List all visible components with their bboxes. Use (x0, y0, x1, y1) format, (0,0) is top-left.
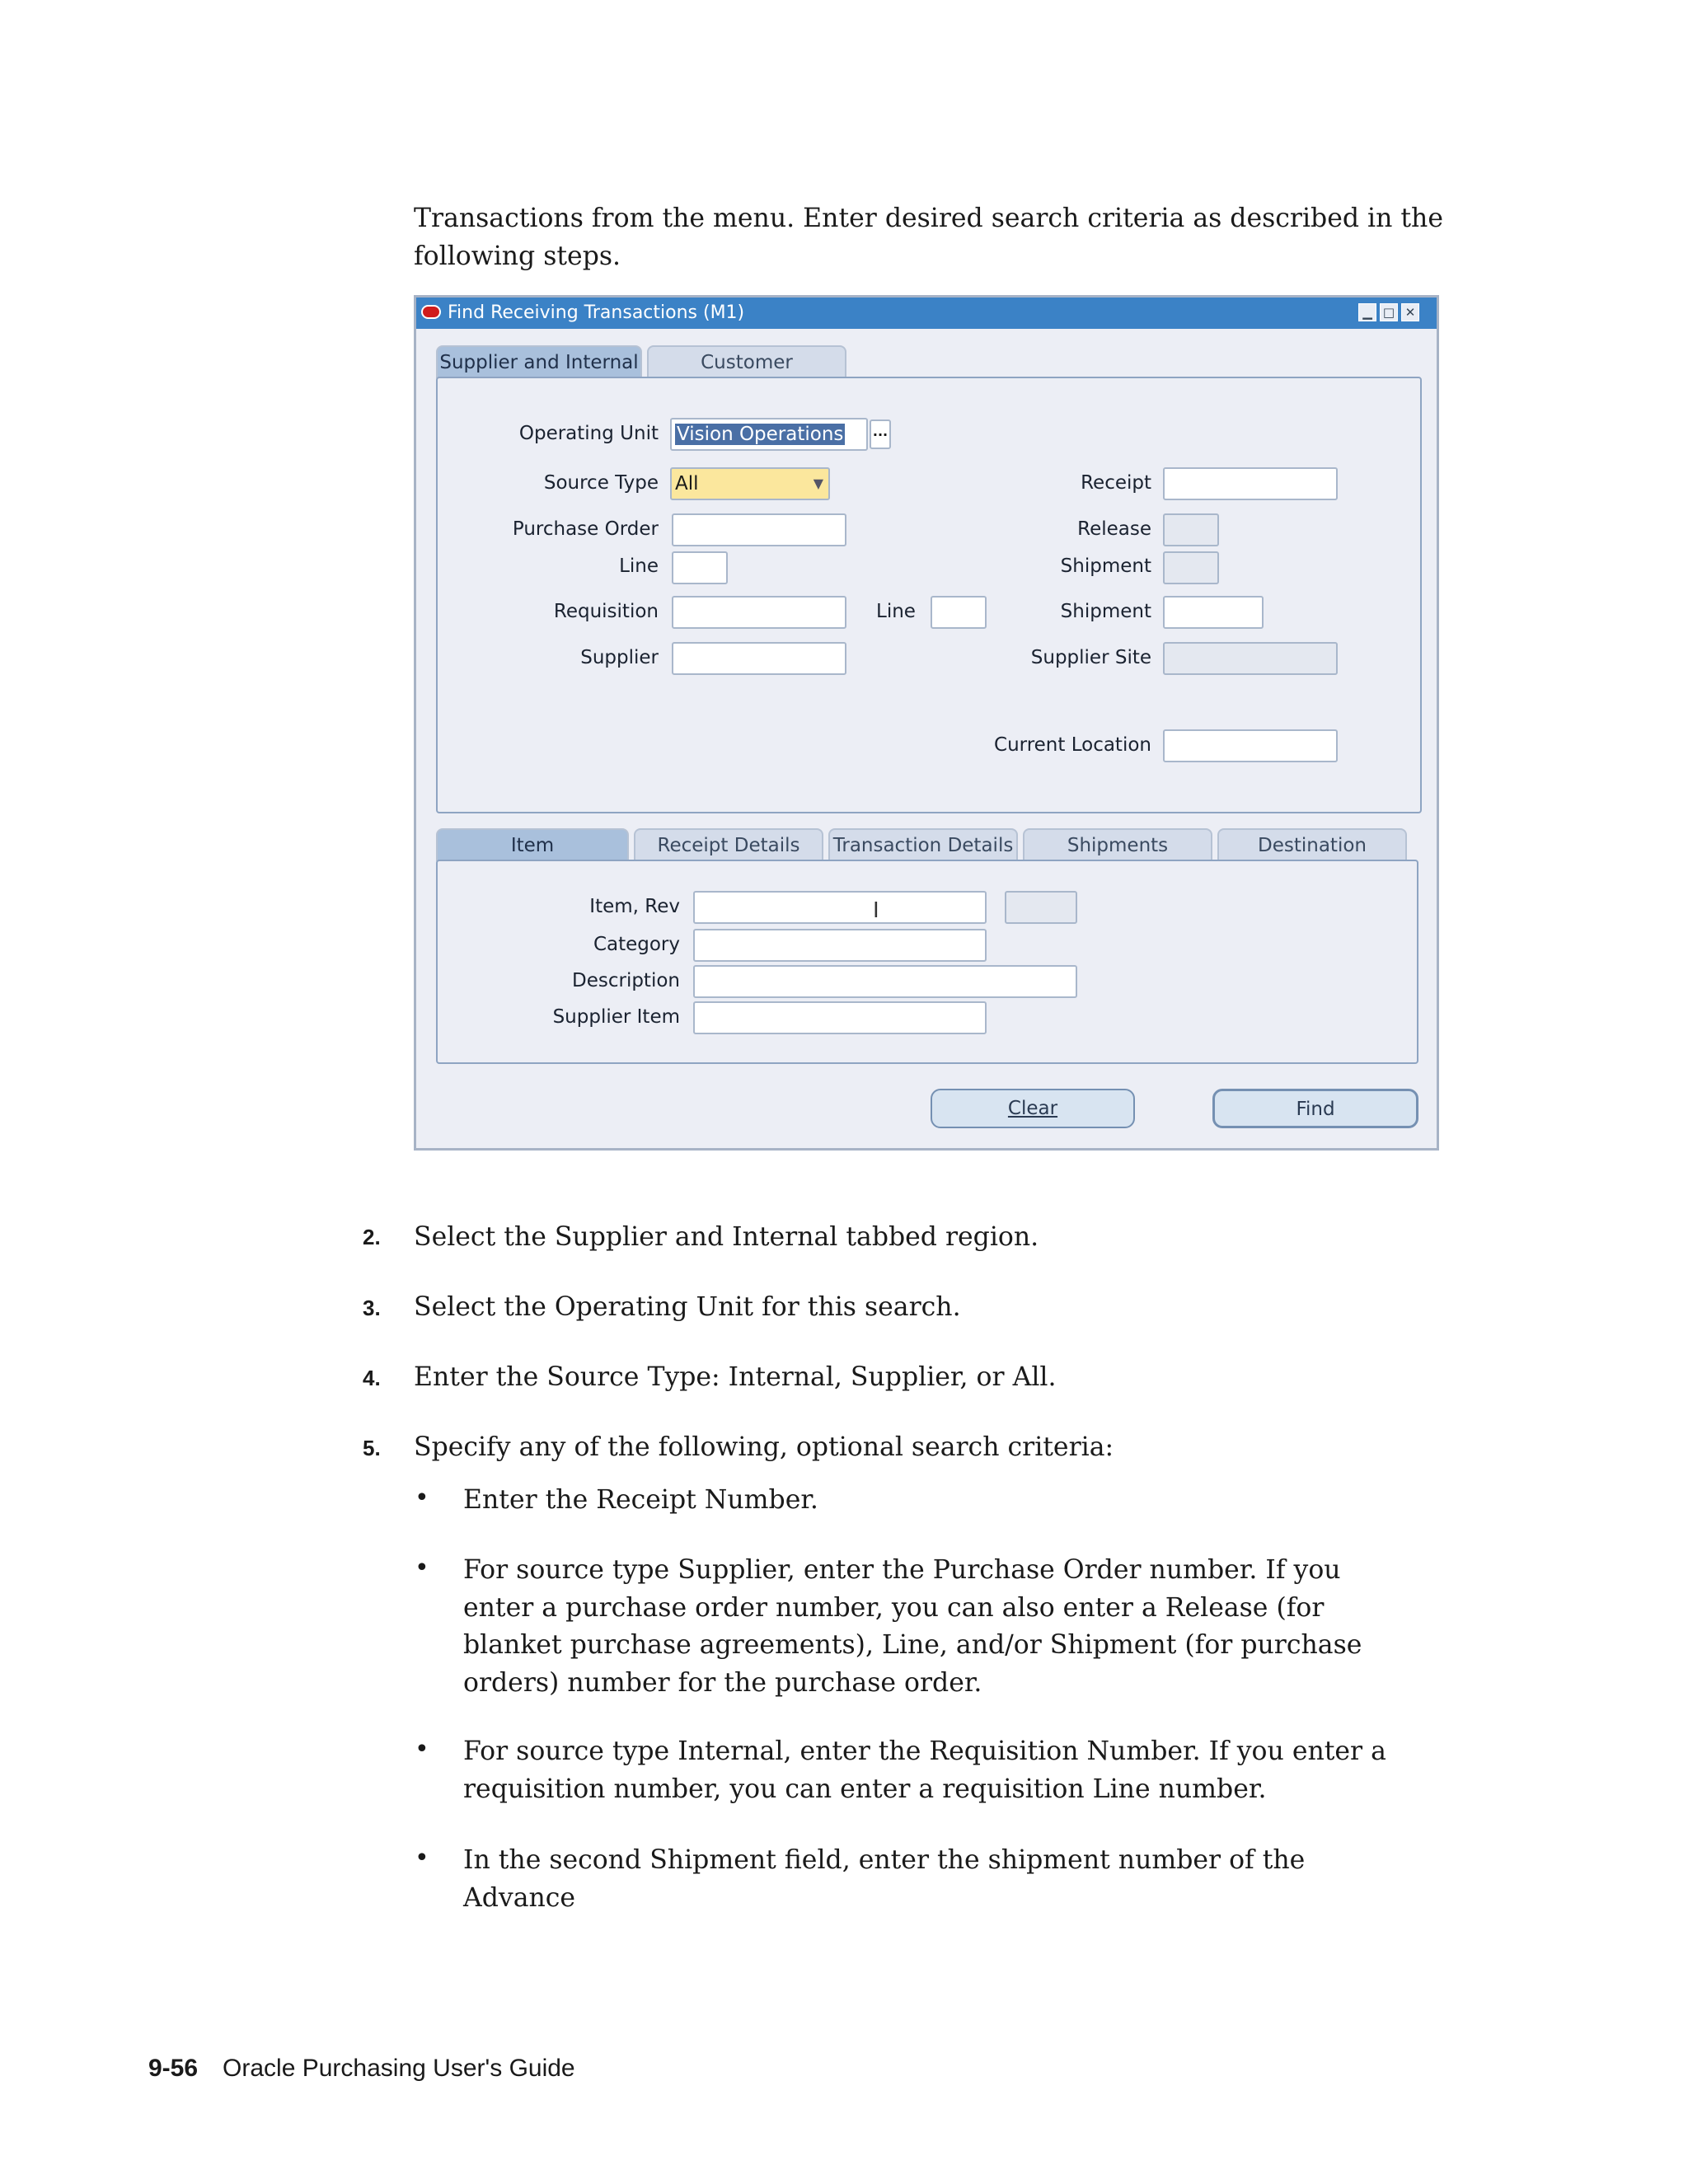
step-3-number: 3. (363, 1296, 381, 1320)
tab-transaction-details[interactable]: Transaction Details (828, 828, 1018, 861)
tab-destination[interactable]: Destination (1217, 828, 1407, 861)
supplier-item-field[interactable] (693, 1001, 987, 1034)
category-field[interactable] (693, 929, 987, 962)
revision-field[interactable] (1005, 891, 1077, 924)
requisition-line-field[interactable] (931, 596, 987, 629)
oracle-logo-icon (421, 305, 441, 319)
line-label: Line (619, 555, 659, 577)
step-2-number: 2. (363, 1225, 381, 1249)
source-type-value: All (675, 473, 699, 494)
text-cursor-icon: I (873, 898, 879, 923)
supplier-site-label: Supplier Site (1030, 647, 1151, 668)
description-field[interactable] (693, 965, 1077, 998)
requisition-label: Requisition (553, 601, 659, 622)
requisition-line-label: Line (876, 601, 916, 622)
tab-item[interactable]: Item (436, 828, 629, 861)
step-5-text: Specify any of the following, optional search criteria: (414, 1432, 1114, 1462)
shipment-field[interactable] (1163, 551, 1219, 584)
operating-unit-value: Vision Operations (677, 424, 844, 445)
bullet-requisition: For source type Internal, enter the Requisition Number. If you enter a requisition number, you can enter a requisition Line number. (463, 1736, 1386, 1804)
bullet-purchase-order: For source type Supplier, enter the Purchase Order number. If you enter a purchase order number, you can also enter a Release (for blanket purchase agreements), Line, and/or Shipment (for purchase orders) number for the purchase order. (463, 1555, 1362, 1698)
supplier-field[interactable] (672, 642, 846, 675)
bullet-marker: • (415, 1554, 429, 1582)
bullet-second-shipment: In the second Shipment field, enter the shipment number of the Advance (463, 1845, 1306, 1913)
find-receiving-transactions-window (414, 295, 1439, 1151)
step-4-text: Enter the Source Type: Internal, Supplier, or All. (414, 1362, 1057, 1392)
supplier-item-label: Supplier Item (552, 1006, 680, 1028)
source-type-select[interactable] (670, 467, 830, 500)
supplier-internal-panel (436, 377, 1422, 813)
minimize-icon[interactable]: ▁ (1358, 303, 1376, 321)
line-field[interactable] (672, 551, 728, 584)
bullet-marker: • (415, 1735, 429, 1764)
step-3-text: Select the Operating Unit for this search. (414, 1292, 961, 1322)
clear-button[interactable]: Clear (931, 1089, 1135, 1128)
operating-unit-field[interactable] (670, 418, 868, 451)
tab-supplier-and-internal[interactable]: Supplier and Internal (436, 345, 642, 378)
release-label: Release (1077, 518, 1151, 540)
receipt-label: Receipt (1081, 472, 1151, 494)
chevron-down-icon[interactable]: ▼ (813, 476, 823, 491)
description-label: Description (572, 970, 680, 991)
item-field[interactable] (693, 891, 987, 924)
bullet-marker: • (415, 1844, 429, 1872)
guide-title: Oracle Purchasing User's Guide (223, 2055, 575, 2082)
window-title: Find Receiving Transactions (M1) (448, 302, 745, 323)
purchase-order-label: Purchase Order (512, 518, 659, 540)
item-panel (436, 860, 1418, 1064)
step-4-number: 4. (363, 1366, 381, 1390)
intro-line-1: Transactions from the menu. Enter desired search criteria as described in the (414, 204, 1443, 233)
receipt-field[interactable] (1163, 467, 1338, 500)
window-title-bar[interactable] (416, 298, 1437, 329)
step-5-number: 5. (363, 1436, 381, 1460)
intro-line-2: following steps. (414, 241, 621, 271)
bullet-receipt-number: Enter the Receipt Number. (463, 1485, 818, 1515)
bullet-marker: • (415, 1483, 429, 1512)
requisition-field[interactable] (672, 596, 846, 629)
category-label: Category (593, 934, 680, 955)
operating-unit-lov-button[interactable]: ... (870, 419, 891, 449)
operating-unit-label: Operating Unit (518, 423, 659, 444)
second-shipment-label: Shipment (1060, 601, 1151, 622)
tab-shipments[interactable]: Shipments (1023, 828, 1212, 861)
current-location-label: Current Location (994, 734, 1151, 756)
second-shipment-field[interactable] (1163, 596, 1264, 629)
tab-customer[interactable]: Customer (647, 345, 846, 378)
release-field[interactable] (1163, 513, 1219, 546)
shipment-label: Shipment (1060, 555, 1151, 577)
current-location-field[interactable] (1163, 729, 1338, 762)
source-type-label: Source Type (543, 472, 659, 494)
step-2-text: Select the Supplier and Internal tabbed region. (414, 1222, 1039, 1252)
find-button[interactable]: Find (1212, 1089, 1418, 1128)
close-icon[interactable]: ✕ (1401, 303, 1419, 321)
supplier-label: Supplier (580, 647, 659, 668)
page-footer (148, 2055, 575, 2083)
tab-receipt-details[interactable]: Receipt Details (634, 828, 823, 861)
item-rev-label: Item, Rev (589, 896, 680, 917)
maximize-icon[interactable]: □ (1380, 303, 1398, 321)
page-number: 9-56 (148, 2055, 199, 2082)
supplier-site-field[interactable] (1163, 642, 1338, 675)
purchase-order-field[interactable] (672, 513, 846, 546)
